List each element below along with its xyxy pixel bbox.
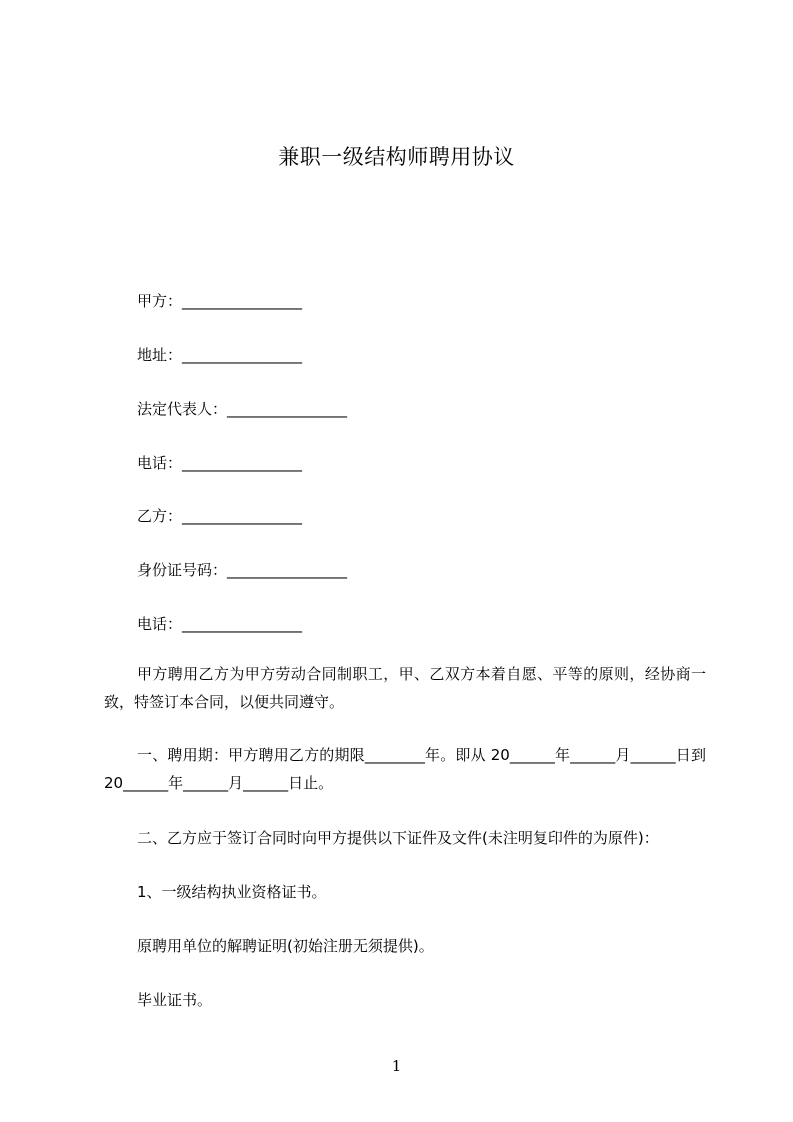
document-item-diploma: 毕业证书。 — [137, 991, 213, 1009]
intro-paragraph: 甲方聘用乙方为甲方劳动合同制职工，甲、乙双方本着自愿、平等的原则，经协商一致，特签订本合同，以便共同遵守。 — [104, 665, 706, 711]
document-item-qualification: 1、一级结构执业资格证书。 — [137, 883, 327, 901]
party-b-phone-line: 电话：________________ — [137, 615, 303, 633]
party-a-line: 甲方：________________ — [137, 292, 303, 310]
address-line: 地址：________________ — [137, 346, 303, 364]
party-a-phone-line: 电话：________________ — [137, 454, 303, 472]
legal-representative-line: 法定代表人：________________ — [137, 400, 348, 418]
party-b-line: 乙方：________________ — [137, 507, 303, 525]
document-title: 兼职一级结构师聘用协议 — [278, 145, 515, 169]
clause-employment-period: 一、聘用期：甲方聘用乙方的期限________年。即从 20______年______月______日到 20______年______月______日止。 — [104, 746, 706, 792]
id-number-line: 身份证号码：________________ — [137, 561, 348, 579]
page-number: 1 — [391, 1057, 402, 1075]
clause-documents: 二、乙方应于签订合同时向甲方提供以下证件及文件(未注明复印件的为原件)： — [137, 829, 659, 847]
document-item-dismissal-proof: 原聘用单位的解聘证明(初始注册无须提供)。 — [137, 937, 434, 955]
